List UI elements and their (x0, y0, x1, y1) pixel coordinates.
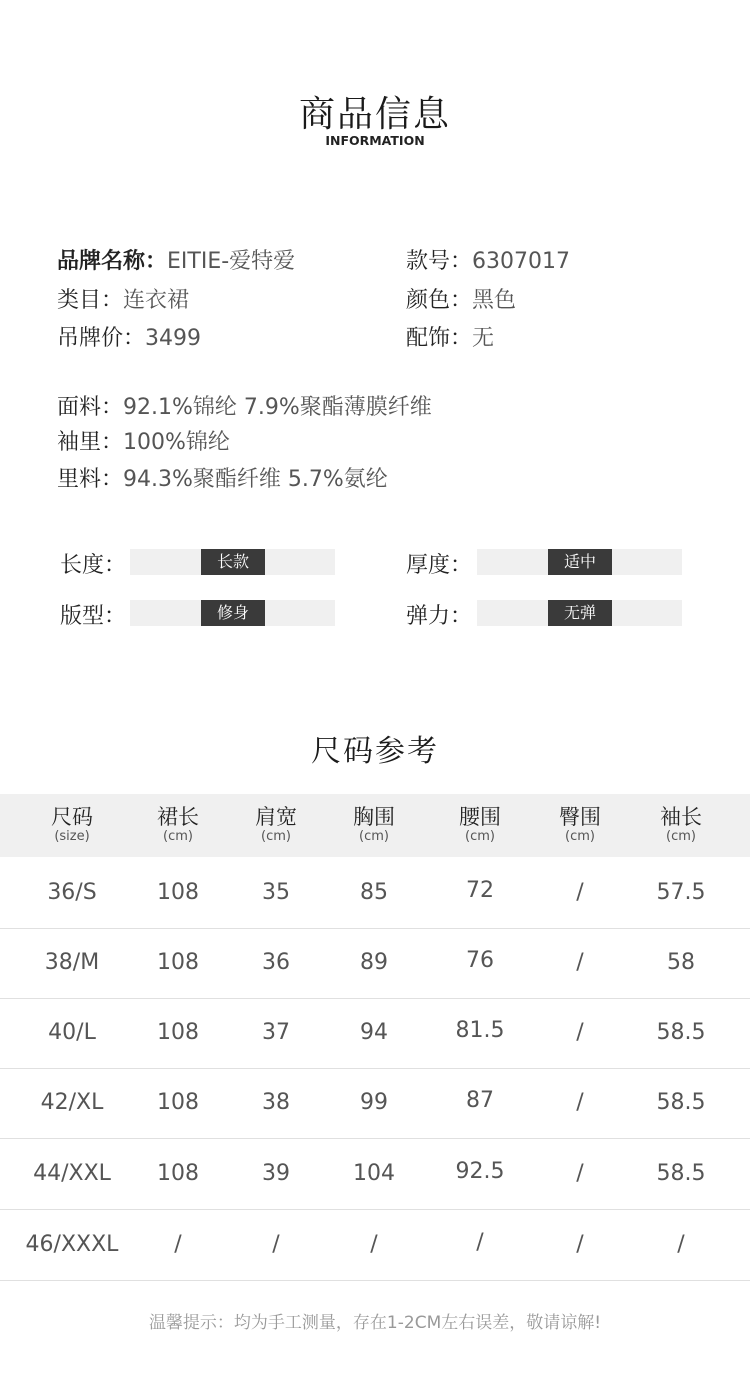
brand-value: EITIE-爱特爱 (167, 249, 296, 274)
length-label: 长度： (60, 553, 127, 578)
cell-bust: 85 (360, 880, 388, 905)
col-dress-length: 裙长 (cm) (157, 805, 199, 844)
table-row (0, 998, 750, 1069)
cell-sleeve-length: 57.5 (656, 880, 706, 905)
lining-value: 94.3%聚酯纤维 5.7%氨纶 (123, 467, 388, 492)
table-row (0, 1139, 750, 1210)
cell-bust: 104 (353, 1161, 395, 1186)
thickness-label: 厚度： (406, 553, 473, 578)
table-row (0, 858, 750, 929)
style-label: 款号： (406, 249, 473, 274)
cell-shoulder: 36 (262, 950, 290, 975)
info-subtitle: INFORMATION (325, 133, 425, 148)
category-spec (57, 283, 189, 314)
cell-sleeve-length: 58.5 (656, 1020, 706, 1045)
elasticity-label: 弹力： (406, 604, 473, 629)
cell-dress-length: / (174, 1232, 182, 1257)
col-size: 尺码 (size) (51, 805, 93, 844)
price-spec (57, 321, 201, 352)
fabric-value: 92.1%锦纶 7.9%聚酯薄膜纤维 (123, 395, 432, 420)
cell-hip: / (576, 950, 584, 975)
cell-bust: / (370, 1232, 378, 1257)
cell-size: 38/M (44, 950, 100, 975)
measurement-footnote: 温馨提示：均为手工测量，存在1-2CM左右误差，敬请谅解! (148, 1313, 602, 1333)
cell-waist: 81.5 (455, 1018, 505, 1043)
category-label: 类目： (57, 288, 124, 313)
cell-waist: / (476, 1230, 484, 1255)
cell-hip: / (576, 880, 584, 905)
cell-shoulder: 35 (262, 880, 290, 905)
size-table-header (0, 794, 750, 857)
sleeve-lining-row (57, 425, 230, 456)
cell-dress-length: 108 (157, 1090, 199, 1115)
cell-sleeve-length: / (677, 1232, 685, 1257)
color-label: 颜色： (406, 288, 473, 313)
price-label: 吊牌价： (57, 326, 146, 351)
cell-sleeve-length: 58.5 (656, 1161, 706, 1186)
cell-shoulder: 39 (262, 1161, 290, 1186)
brand-label: 品牌名称： (57, 249, 168, 274)
accessory-spec (406, 321, 494, 352)
cell-hip: / (576, 1161, 584, 1186)
cell-dress-length: 108 (157, 1161, 199, 1186)
cell-size: 42/XL (40, 1090, 104, 1115)
style-value: 6307017 (472, 249, 570, 274)
style-spec (406, 244, 570, 275)
cell-bust: 99 (360, 1090, 388, 1115)
length-tag: 长款 (201, 549, 265, 575)
cell-sleeve-length: 58.5 (656, 1090, 706, 1115)
lining-row (57, 462, 388, 493)
accessory-label: 配饰： (406, 326, 473, 351)
thickness-tag: 适中 (548, 549, 612, 575)
sleeve-lining-value: 100%锦纶 (123, 430, 230, 455)
sleeve-lining-label: 袖里： (57, 430, 124, 455)
cell-bust: 89 (360, 950, 388, 975)
cell-waist: 76 (466, 948, 494, 973)
cell-shoulder: 37 (262, 1020, 290, 1045)
cell-size: 46/XXXL (25, 1232, 119, 1257)
cell-shoulder: 38 (262, 1090, 290, 1115)
cell-dress-length: 108 (157, 880, 199, 905)
elasticity-tag: 无弹 (548, 600, 612, 626)
col-hip: 臀围 (cm) (559, 805, 601, 844)
col-waist: 腰围 (cm) (459, 805, 501, 844)
fabric-row (57, 390, 432, 421)
cell-shoulder: / (272, 1232, 280, 1257)
col-bust: 胸围 (cm) (353, 805, 395, 844)
fabric-label: 面料： (57, 395, 124, 420)
cell-dress-length: 108 (157, 950, 199, 975)
color-spec (406, 283, 516, 314)
category-value: 连衣裙 (123, 288, 190, 313)
info-title: 商品信息 (298, 94, 451, 135)
cell-hip: / (576, 1020, 584, 1045)
accessory-value: 无 (472, 326, 495, 351)
cell-size: 36/S (47, 880, 97, 905)
cell-dress-length: 108 (157, 1020, 199, 1045)
color-value: 黑色 (472, 288, 517, 313)
cell-waist: 72 (466, 878, 494, 903)
table-row (0, 928, 750, 999)
cell-hip: / (576, 1232, 584, 1257)
lining-label: 里料： (57, 467, 124, 492)
fit-label: 版型： (60, 604, 127, 629)
col-shoulder: 肩宽 (cm) (255, 805, 297, 844)
cell-bust: 94 (360, 1020, 388, 1045)
price-value: 3499 (145, 326, 202, 351)
cell-size: 40/L (48, 1020, 96, 1045)
cell-waist: 92.5 (455, 1159, 505, 1184)
cell-waist: 87 (466, 1088, 494, 1113)
table-row (0, 1210, 750, 1281)
cell-sleeve-length: 58 (667, 950, 695, 975)
cell-size: 44/XXL (33, 1161, 111, 1186)
cell-hip: / (576, 1090, 584, 1115)
table-row (0, 1068, 750, 1139)
brand-spec (57, 244, 295, 275)
fit-tag: 修身 (201, 600, 265, 626)
size-title: 尺码参考 (311, 734, 439, 769)
col-sleeve-length: 袖长 (cm) (660, 805, 702, 844)
